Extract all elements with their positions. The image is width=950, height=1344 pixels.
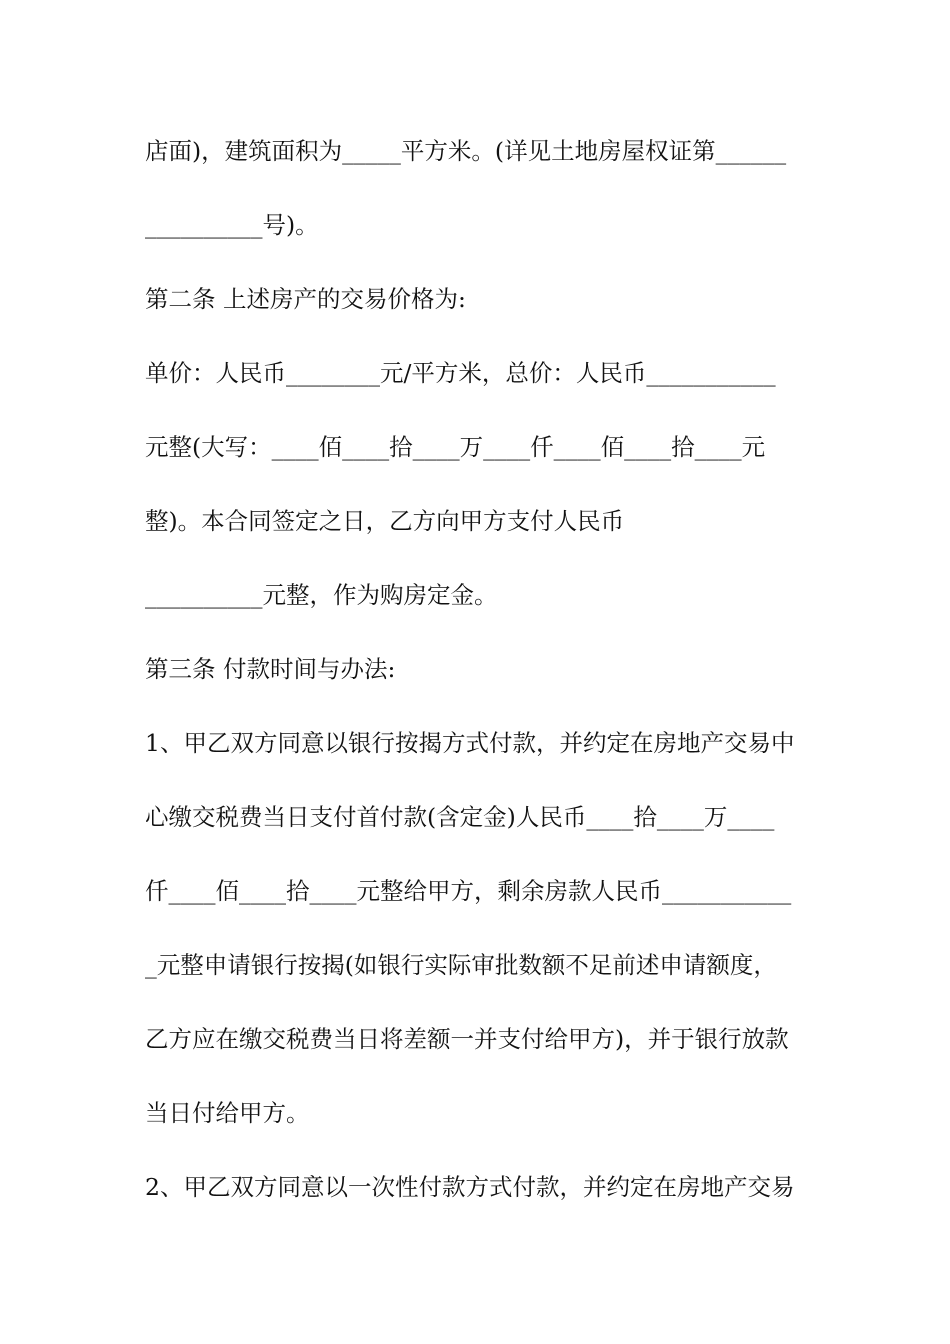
text-line: 单价：人民币________元/平方米，总价：人民币___________	[145, 359, 776, 387]
text-line: 仟____佰____拾____元整给甲方，剩余房款人民币___________	[145, 877, 792, 905]
text-line: __________号)。	[145, 211, 319, 239]
text-line: 店面)，建筑面积为_____平方米。(详见土地房屋权证第______	[145, 137, 787, 165]
text-line: 2、甲乙双方同意以一次性付款方式付款，并约定在房地产交易	[145, 1173, 795, 1201]
text-line: 心缴交税费当日支付首付款(含定金)人民币____拾____万____	[145, 803, 775, 831]
text-line: 元整(大写：____佰____拾____万____仟____佰____拾____元	[145, 433, 766, 461]
text-line: __________元整，作为购房定金。	[145, 581, 498, 609]
article-heading: 第二条 上述房产的交易价格为:	[145, 285, 466, 313]
text-line: _元整申请银行按揭(如银行实际审批数额不足前述申请额度，	[145, 951, 777, 979]
text-line: 当日付给甲方。	[145, 1099, 310, 1127]
article-heading: 第三条 付款时间与办法:	[145, 655, 396, 683]
text-line: 整)。本合同签定之日，乙方向甲方支付人民币	[145, 507, 625, 535]
text-line: 1、甲乙双方同意以银行按揭方式付款，并约定在房地产交易中	[145, 729, 795, 757]
text-line: 乙方应在缴交税费当日将差额一并支付给甲方)，并于银行放款	[145, 1025, 789, 1053]
